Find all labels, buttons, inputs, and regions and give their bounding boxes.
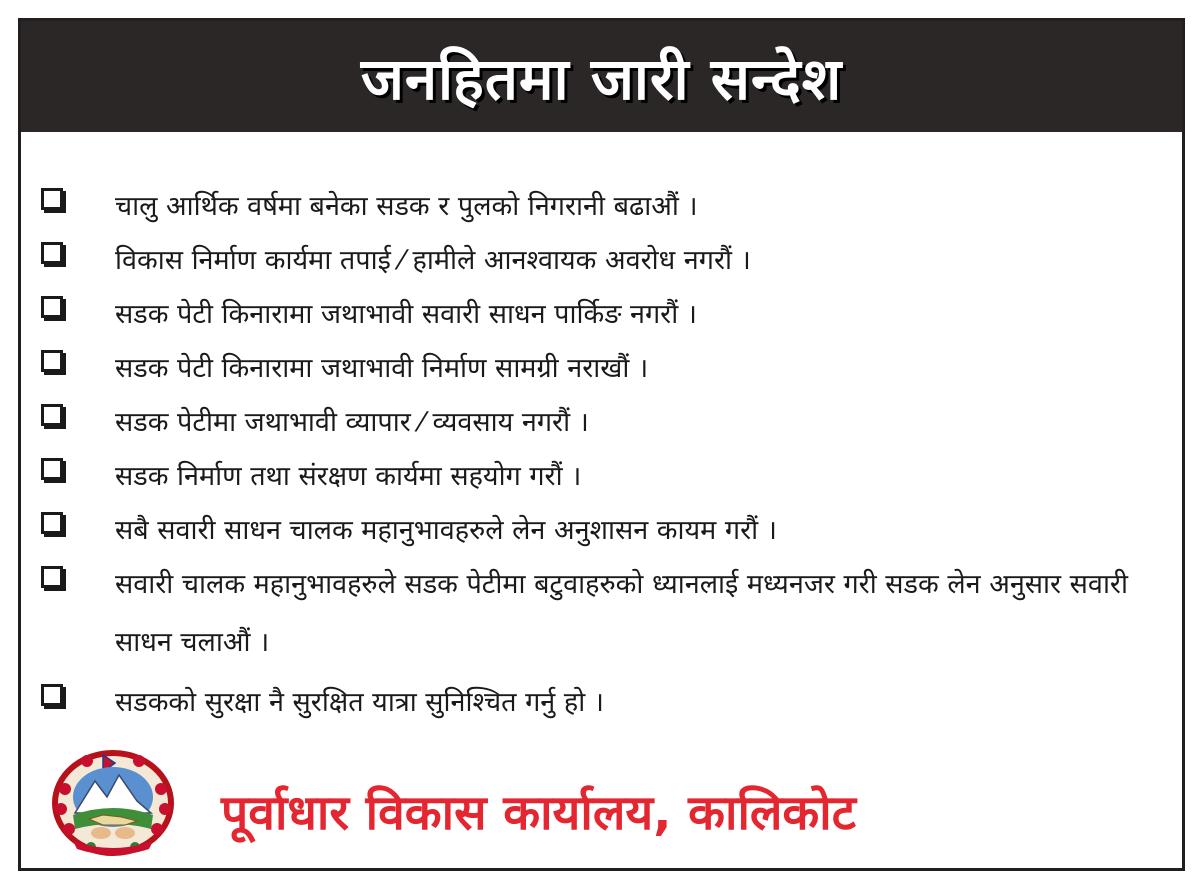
checkbox-icon [41, 684, 63, 706]
list-item [21, 496, 1182, 550]
list-item-text: चालु आर्थिक वर्षमा बनेका सडक र पुलको निगरानी बढाऔं । [115, 191, 698, 222]
list-item-text: सडक पेटी किनारामा जथाभावी सवारी साधन पार्किङ नगरौं । [115, 299, 698, 330]
list-item [21, 550, 1182, 668]
checkbox-icon [41, 404, 63, 426]
list-item [21, 226, 1182, 280]
checkbox-icon [41, 188, 63, 210]
checkbox-icon [41, 566, 63, 588]
list-item-text: विकास निर्माण कार्यमा तपाई ⁄ हामीले आनश्वायक अवरोध नगरौं । [115, 245, 751, 276]
nepal-government-emblem-icon [51, 749, 175, 857]
list-item [21, 668, 1182, 722]
list-item-text: सडक निर्माण तथा संरक्षण कार्यमा सहयोग गरौं । [115, 461, 582, 492]
checkbox-icon [41, 242, 63, 264]
list-item [21, 172, 1182, 226]
checkbox-icon [41, 512, 63, 534]
checkbox-icon [41, 458, 63, 480]
office-name: पूर्वाधार विकास कार्यालय, कालिकोट [221, 785, 856, 841]
title-bar [21, 21, 1182, 132]
checkbox-icon [41, 350, 63, 372]
list-item [21, 334, 1182, 388]
public-notice [18, 18, 1185, 871]
list-item [21, 442, 1182, 496]
list-item-text: सडक पेटी किनारामा जथाभावी निर्माण सामग्री नराखौं । [115, 353, 649, 384]
notice-title: जनहितमा जारी सन्देश [360, 45, 843, 113]
list-item [21, 388, 1182, 442]
list-item [21, 280, 1182, 334]
list-item-text: सडक पेटीमा जथाभावी व्यापार ⁄ व्यवसाय नगरौं । [115, 407, 589, 438]
list-item-text: सवारी चालक महानुभावहरुले सडक पेटीमा बटुवाहरुको ध्यानलाई मध्यनजर गरी सडक लेन अनुसार सवारी साधन चलाऔं । [115, 569, 1128, 658]
list-item-text: सडकको सुरक्षा नै सुरक्षित यात्रा सुनिश्चित गर्नु हो । [115, 687, 605, 718]
list-item-text: सबै सवारी साधन चालक महानुभावहरुले लेन अनुशासन कायम गरौं । [115, 515, 777, 546]
checkbox-icon [41, 296, 63, 318]
